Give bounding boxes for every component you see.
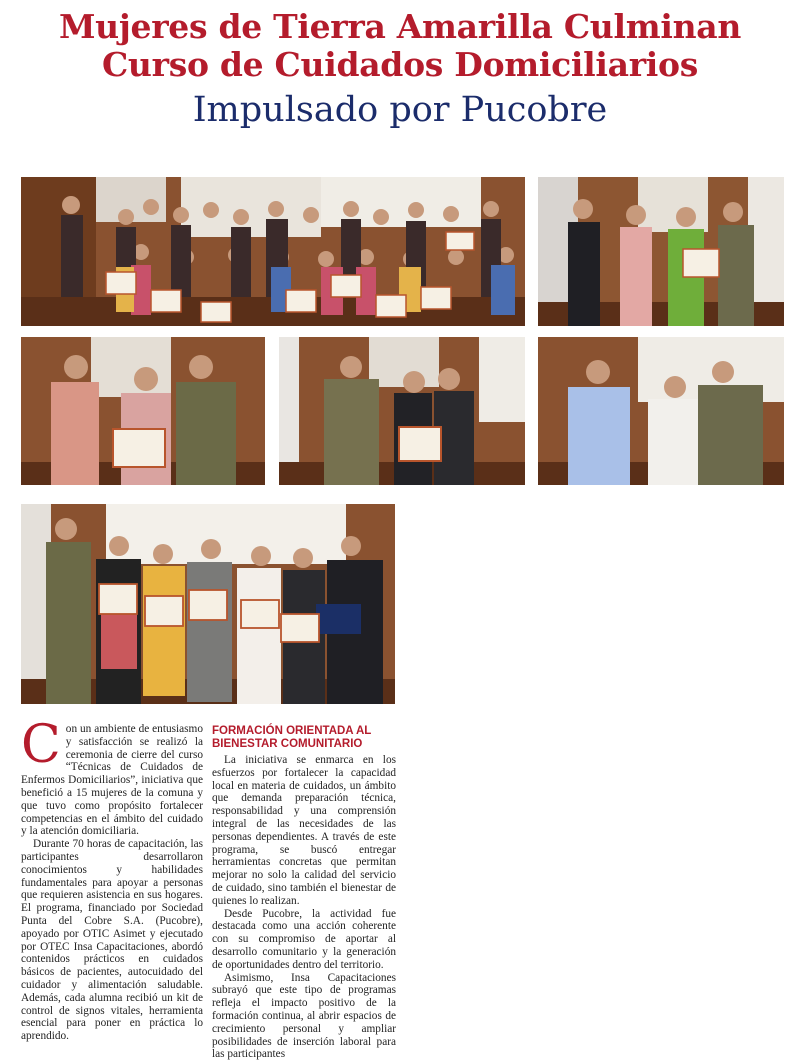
photo-group-small [21, 504, 395, 704]
article-paragraph-1 [21, 715, 203, 838]
article-paragraph-4: Desde Pucobre, la actividad fue destacada como una acción coherente con su compromiso de aportar al desarrollo comunitario y la generación de oportunidades dentro del territorio. [212, 907, 396, 971]
article-paragraph-3: La iniciativa se enmarca en los esfuerzos por fortalecer la capacidad local en materia de cuidados, un ámbito que demanda preparación técnica, responsabilidad y una comprensión integral de las necesidades de las personas dependientes. A través de este programa, se buscó entregar herramientas concretas que permitan mejorar no solo la calidad del servicio de cuidado, sino también el bienestar de quienes lo realizan. [212, 754, 396, 907]
photo-three-people-right [538, 337, 784, 485]
photo-group-large [21, 177, 525, 326]
headline-line-2: Curso de Cuidados Domiciliarios [101, 45, 699, 84]
photo-three-people-center [279, 337, 525, 485]
drop-cap: C [21, 715, 61, 775]
photo-three-people-left [21, 337, 265, 485]
article-paragraph-5: Asimismo, Insa Capacitaciones subrayó que este tipo de programas refleja el impacto positivo de la formación continua, al abrir espacios de crecimiento personal y ampliar posibilidades de inserción laboral para las participantes [212, 971, 396, 1061]
paragraph-1-text: on un ambiente de entusiasmo y satisfacción se realizó la ceremonia de cierre del curso “Técnicas de Cuidados de Enfermos Domiciliarios”, iniciativa que benefició a 15 mujeres de la comuna y que tuvo como propósito fortalecer competencias en el ámbito del cuidado y la atención domiciliaria. [21, 723, 203, 838]
headline [0, 8, 800, 132]
article-column-1 [21, 715, 203, 1043]
headline-line-1: Mujeres de Tierra Amarilla Culminan [58, 7, 742, 46]
article-column-2 [212, 725, 396, 1061]
section-subheading: FORMACIÓN ORIENTADA AL BIENESTAR COMUNITARIO [212, 725, 372, 750]
photo-four-people [538, 177, 784, 326]
article-paragraph-2: Durante 70 horas de capacitación, las participantes desarrollaron conocimientos y habilidades fundamentales para apoyar a personas que requieren asistencia en sus hogares. El programa, financiado por Sociedad Punta del Cobre S.A. (Pucobre), apoyado por OTIC Asimet y ejecutado por OTEC Insa Capacitaciones, abordó contenidos prácticos en cuidados básicos de pacientes, autocuidado del cuidador y alimentación saludable. Además, cada alumna recibió un kit de control de signos vitales, herramienta esencial para poner en práctica lo aprendido. [21, 838, 203, 1043]
headline-line-3: Impulsado por Pucobre [192, 90, 608, 130]
